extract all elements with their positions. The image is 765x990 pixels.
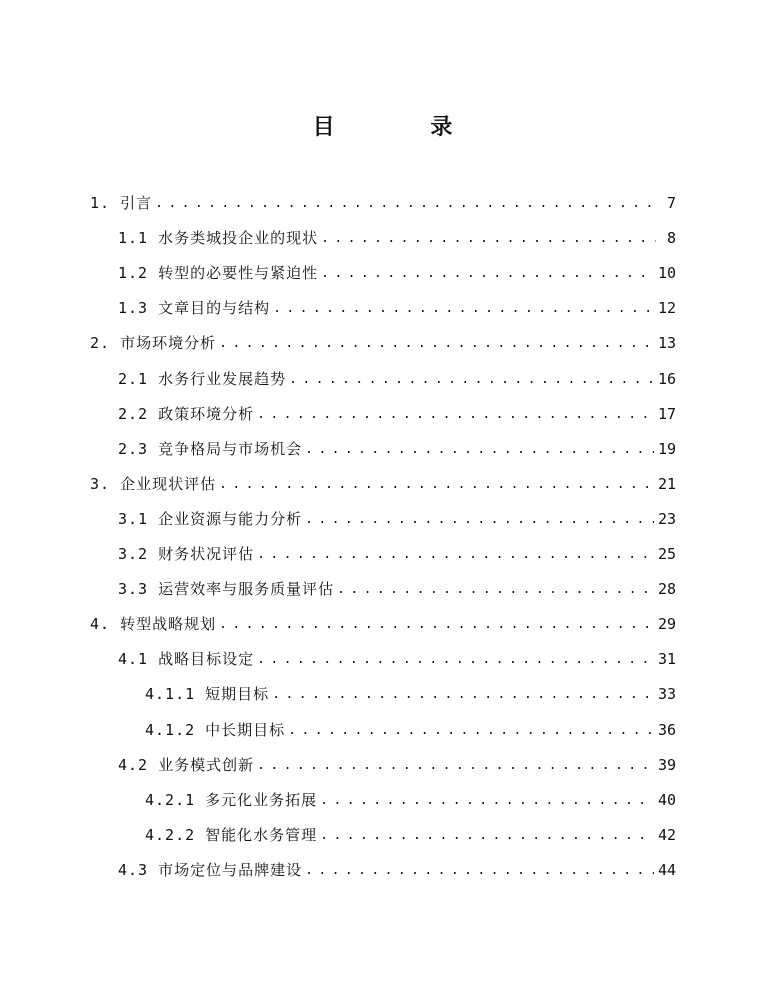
toc-entry[interactable] [118, 397, 676, 432]
toc-entry-label: 3.2 财务状况评估 [118, 545, 255, 563]
toc-entry[interactable] [118, 362, 676, 397]
toc-entry-label: 4.1 战略目标设定 [118, 650, 255, 669]
toc-entry-label: 4.2.2 智能化水务管理 [145, 825, 318, 844]
toc-entry[interactable] [118, 572, 676, 607]
toc-entry-page-number: 16 [657, 369, 676, 388]
toc-entry-label: 2.2 政策环境分析 [118, 404, 255, 423]
dot-leader [321, 256, 654, 291]
toc-entry[interactable] [145, 677, 676, 712]
dot-leader [337, 572, 654, 607]
toc-entry-page-number: 36 [657, 720, 676, 739]
toc-entry-label: 4.2.1 多元化业务拓展 [145, 790, 318, 809]
toc-entry[interactable] [118, 642, 676, 677]
dot-leader [219, 467, 654, 502]
toc-entry-page-number: 42 [657, 825, 676, 844]
toc-entry-page-number: 23 [657, 509, 676, 528]
dot-leader [273, 291, 654, 326]
toc-entry-page-number: 19 [657, 439, 676, 458]
toc-entry[interactable] [90, 186, 676, 221]
toc-entry[interactable] [145, 783, 676, 818]
dot-leader [305, 502, 654, 537]
toc-entry[interactable] [118, 256, 676, 291]
toc-entry-page-number: 8 [666, 229, 676, 248]
toc-entry-label: 2.3 竞争格局与市场机会 [118, 439, 303, 458]
toc-entry-page-number: 29 [657, 615, 676, 634]
toc-entry-page-number: 13 [657, 334, 676, 353]
toc-entry-page-number: 40 [657, 790, 676, 809]
toc-entry-page-number: 12 [657, 299, 676, 318]
toc-entry-page-number: 31 [657, 650, 676, 669]
toc-title: 目 录 [312, 115, 497, 140]
toc-entry-page-number: 25 [657, 545, 676, 563]
toc-entry-label: 1. 引言 [90, 194, 153, 212]
toc-entry-page-number: 28 [657, 580, 676, 599]
toc-entry[interactable] [145, 818, 676, 853]
toc-entry-label: 4.1.1 短期目标 [145, 685, 270, 704]
dot-leader [305, 432, 654, 467]
toc-entry[interactable] [118, 291, 676, 326]
dot-leader [219, 607, 654, 642]
toc-entry-label: 3.3 运营效率与服务质量评估 [118, 580, 335, 599]
toc-entry[interactable] [118, 537, 676, 572]
dot-leader [321, 221, 656, 256]
toc-entry-label: 2.1 水务行业发展趋势 [118, 369, 287, 388]
toc-entry[interactable] [90, 607, 676, 642]
toc-entry-label: 4.3 市场定位与品牌建设 [118, 860, 303, 879]
dot-leader [320, 818, 654, 853]
dot-leader [289, 362, 654, 397]
toc-entry-page-number: 21 [657, 474, 676, 493]
toc-entry[interactable] [145, 713, 676, 748]
toc-entry-label: 4.1.2 中长期目标 [145, 720, 286, 739]
toc-entry-label: 4. 转型战略规划 [90, 615, 217, 634]
dot-leader [219, 326, 654, 361]
dot-leader [257, 642, 654, 677]
toc-entry[interactable] [118, 221, 676, 256]
dot-leader [257, 748, 654, 783]
toc-entry[interactable] [90, 467, 676, 502]
toc-entry-label: 1.3 文章目的与结构 [118, 299, 271, 318]
toc-entry[interactable] [118, 502, 676, 537]
dot-leader [320, 783, 654, 818]
toc-entry-page-number: 44 [657, 860, 676, 879]
dot-leader [288, 713, 654, 748]
toc-entry-label: 3.1 企业资源与能力分析 [118, 509, 303, 528]
toc-entry-page-number: 33 [657, 685, 676, 704]
dot-leader [305, 853, 654, 888]
toc-entry[interactable] [118, 748, 676, 783]
toc-entry-page-number: 10 [657, 264, 676, 283]
dot-leader [272, 677, 654, 712]
toc-entry-label: 1.1 水务类城投企业的现状 [118, 229, 319, 248]
toc-entry-page-number: 39 [657, 755, 676, 774]
toc-entry-label: 4.2 业务模式创新 [118, 755, 255, 774]
dot-leader [257, 397, 654, 432]
toc-entry[interactable] [118, 853, 676, 888]
toc-entry-page-number: 7 [666, 194, 676, 212]
dot-leader [155, 186, 656, 221]
toc-entry-page-number: 17 [657, 404, 676, 423]
toc-entry[interactable] [118, 432, 676, 467]
toc-entry[interactable] [90, 326, 676, 361]
toc-entry-label: 1.2 转型的必要性与紧迫性 [118, 264, 319, 283]
toc-entry-label: 3. 企业现状评估 [90, 474, 217, 493]
dot-leader [257, 537, 654, 572]
toc-entry-label: 2. 市场环境分析 [90, 334, 217, 353]
